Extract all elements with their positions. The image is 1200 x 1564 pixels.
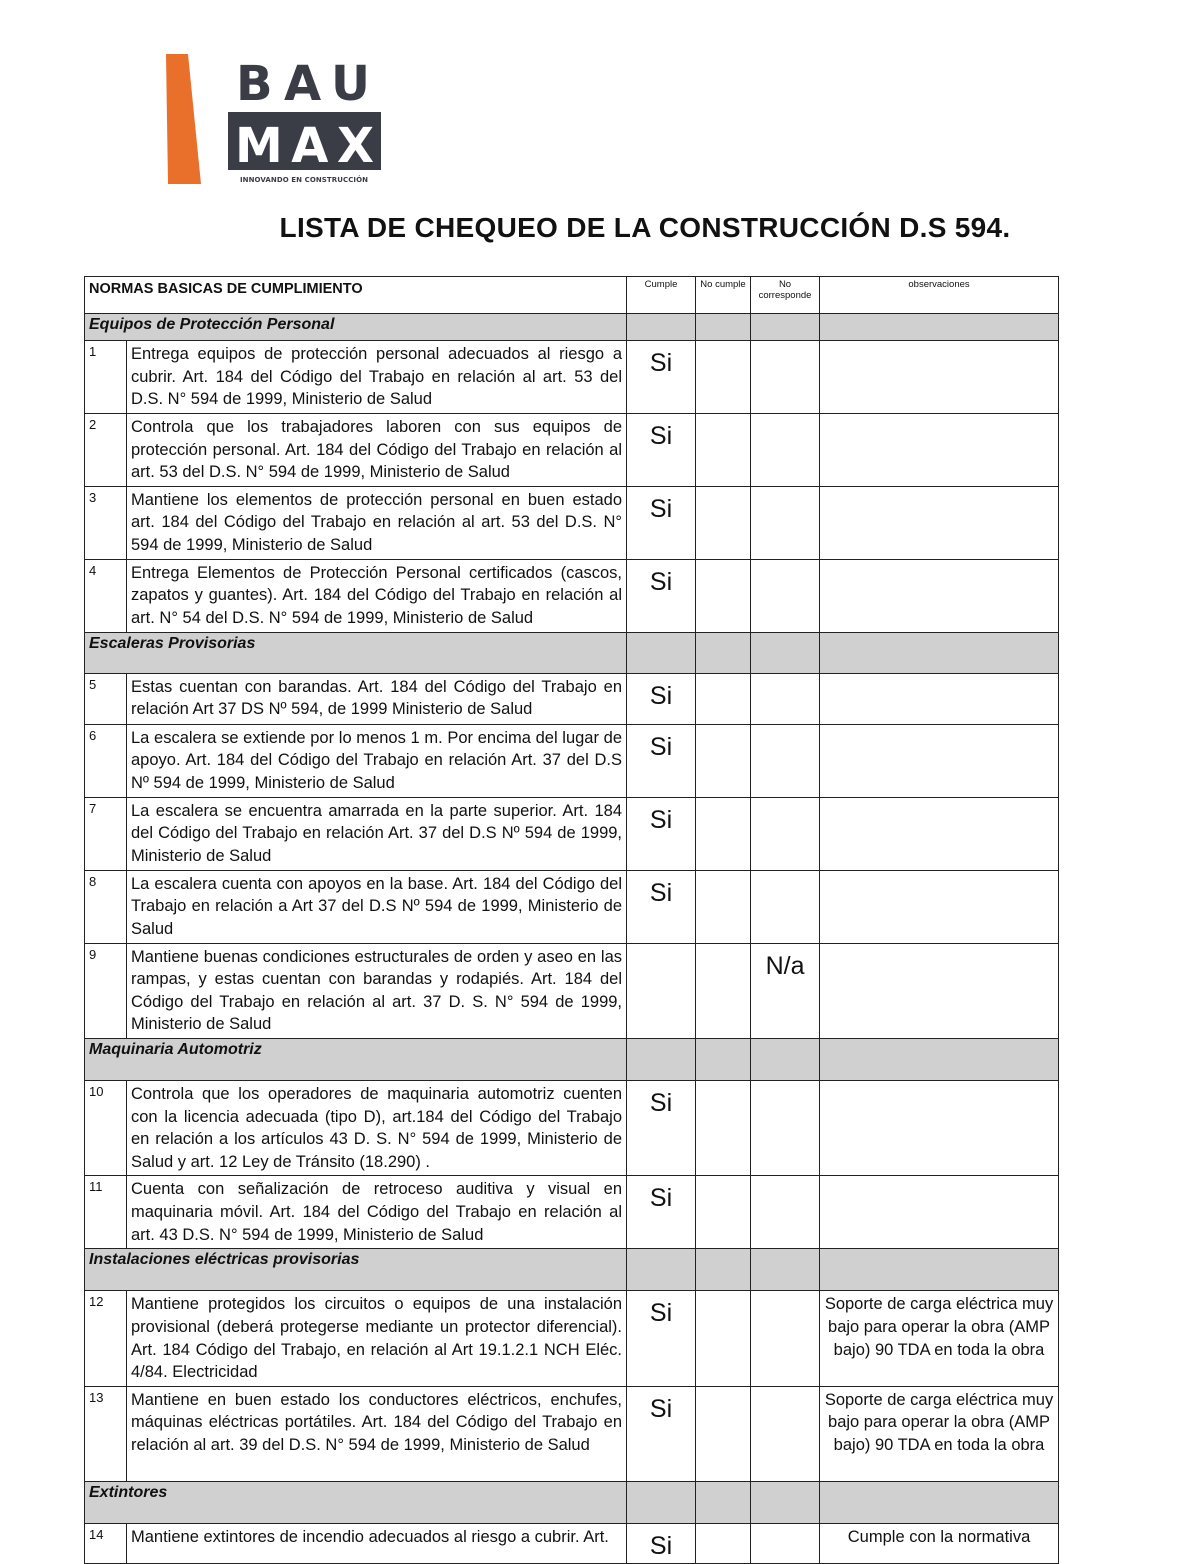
header-observaciones: observaciones (820, 277, 1059, 314)
no-corresponde-mark (751, 1291, 820, 1386)
no-corresponde-mark (751, 1080, 820, 1175)
item-description: Entrega equipos de protección personal adecuados al riesgo a cubrir. Art. 184 del Código del Trabajo en relación al art. 53 del D.S. N° 594 de 1999, Ministerio de Salud (127, 341, 627, 414)
item-number: 7 (85, 797, 127, 870)
section-title: Instalaciones eléctricas provisorias (85, 1249, 627, 1291)
observation (820, 1080, 1059, 1175)
no-cumple-mark (696, 1080, 751, 1175)
cumple-mark: Si (627, 559, 696, 632)
item-number: 10 (85, 1080, 127, 1175)
checklist-row (85, 1176, 1059, 1249)
observation (820, 870, 1059, 943)
cumple-mark: Si (627, 1291, 696, 1386)
section-empty-cell (627, 1481, 696, 1523)
item-number: 12 (85, 1291, 127, 1386)
cumple-mark: Si (627, 1523, 696, 1563)
no-corresponde-mark (751, 673, 820, 724)
item-description: Mantiene en buen estado los conductores eléctricos, enchufes, máquinas eléctricas portátiles. Art. 184 del Código del Trabajo en relación al art. 39 del D.S. N° 594 de 1999, Ministerio de Salud (127, 1386, 627, 1481)
observation (820, 943, 1059, 1038)
section-title: Maquinaria Automotriz (85, 1038, 627, 1080)
section-row (85, 1481, 1059, 1523)
item-description: Entrega Elementos de Protección Personal certificados (cascos, zapatos y guantes). Art. 184 del Código del Trabajo en relación al art. N° 54 del D.S. N° 594 de 1999, Ministerio de Salud (127, 559, 627, 632)
item-number: 5 (85, 673, 127, 724)
header-cumple: Cumple (627, 277, 696, 314)
checklist-row (85, 1523, 1059, 1563)
no-corresponde-mark (751, 1523, 820, 1563)
cumple-mark: Si (627, 486, 696, 559)
item-description: La escalera se extiende por lo menos 1 m. Por encima del lugar de apoyo. Art. 184 del Código del Trabajo en relación Art. 37 del D.S Nº 594 de 1999, Ministerio de Salud (127, 724, 627, 797)
section-empty-cell (627, 314, 696, 341)
no-corresponde-mark: N/a (751, 943, 820, 1038)
observation (820, 1176, 1059, 1249)
cumple-mark: Si (627, 870, 696, 943)
section-row (85, 632, 1059, 673)
section-empty-cell (696, 1481, 751, 1523)
section-empty-cell (627, 632, 696, 673)
item-number: 3 (85, 486, 127, 559)
no-cumple-mark (696, 724, 751, 797)
section-empty-cell (820, 632, 1059, 673)
no-cumple-mark (696, 486, 751, 559)
no-cumple-mark (696, 414, 751, 487)
cumple-mark: Si (627, 1386, 696, 1481)
section-empty-cell (696, 632, 751, 673)
item-number: 14 (85, 1523, 127, 1563)
item-number: 11 (85, 1176, 127, 1249)
section-title: Equipos de Protección Personal (85, 314, 627, 341)
item-number: 13 (85, 1386, 127, 1481)
no-corresponde-mark (751, 797, 820, 870)
observation (820, 414, 1059, 487)
table-header-row (85, 277, 1059, 314)
no-cumple-mark (696, 1176, 751, 1249)
section-title: Extintores (85, 1481, 627, 1523)
item-number: 2 (85, 414, 127, 487)
section-empty-cell (751, 632, 820, 673)
no-corresponde-mark (751, 1176, 820, 1249)
item-number: 4 (85, 559, 127, 632)
section-empty-cell (751, 314, 820, 341)
item-description: Cuenta con señalización de retroceso auditiva y visual en maquinaria móvil. Art. 184 del Código del Trabajo en relación al art. 43 D.S. N° 594 de 1999, Ministerio de Salud (127, 1176, 627, 1249)
header-norms: NORMAS BASICAS DE CUMPLIMIENTO (85, 277, 627, 314)
checklist-row (85, 724, 1059, 797)
no-cumple-mark (696, 1291, 751, 1386)
cumple-mark: Si (627, 414, 696, 487)
section-empty-cell (751, 1038, 820, 1080)
no-corresponde-mark (751, 559, 820, 632)
section-empty-cell (820, 1249, 1059, 1291)
section-empty-cell (820, 1481, 1059, 1523)
section-empty-cell (627, 1249, 696, 1291)
section-empty-cell (751, 1481, 820, 1523)
section-empty-cell (696, 314, 751, 341)
item-description: Controla que los operadores de maquinaria automotriz cuenten con la licencia adecuada (tipo D), art.184 del Código del Trabajo en relación a los artículos 43 D. S. N° 594 de 1999, Ministerio de Salud y art. 12 Ley de Tránsito (18.290) . (127, 1080, 627, 1175)
checklist-row (85, 341, 1059, 414)
item-description: Estas cuentan con barandas. Art. 184 del Código del Trabajo en relación Art 37 DS Nº 594, de 1999 Ministerio de Salud (127, 673, 627, 724)
logo-line1: BAU (236, 56, 370, 112)
no-cumple-mark (696, 870, 751, 943)
observation: Cumple con la normativa (820, 1523, 1059, 1563)
checklist-row (85, 1080, 1059, 1175)
observation (820, 724, 1059, 797)
section-empty-cell (696, 1249, 751, 1291)
no-cumple-mark (696, 1523, 751, 1563)
item-description: Mantiene buenas condiciones estructurales de orden y aseo en las rampas, y estas cuentan con barandas y rodapiés. Art. 184 del Código del Trabajo en relación al art. 37 D. S. N° 594 de 1999, Ministerio de Salud (127, 943, 627, 1038)
no-cumple-mark (696, 559, 751, 632)
checklist-row (85, 673, 1059, 724)
observation (820, 797, 1059, 870)
item-description: Mantiene protegidos los circuitos o equipos de una instalación provisional (deberá protegerse mediante un protector diferencial). Art. 184 Código del Trabajo, en relación al Art 19.1.2.1 NCH Eléc. 4/84. Electricidad (127, 1291, 627, 1386)
item-number: 8 (85, 870, 127, 943)
cumple-mark: Si (627, 1176, 696, 1249)
cumple-mark (627, 943, 696, 1038)
section-empty-cell (751, 1249, 820, 1291)
checklist-row (85, 797, 1059, 870)
checklist-row (85, 943, 1059, 1038)
item-number: 9 (85, 943, 127, 1038)
item-number: 1 (85, 341, 127, 414)
observation (820, 559, 1059, 632)
item-description: Mantiene extintores de incendio adecuados al riesgo a cubrir. Art. (127, 1523, 627, 1563)
checklist-table (84, 276, 1059, 1564)
no-corresponde-mark (751, 341, 820, 414)
item-description: Controla que los trabajadores laboren con sus equipos de protección personal. Art. 184 del Código del Trabajo en relación al art. 53 del D.S. N° 594 de 1999, Ministerio de Salud (127, 414, 627, 487)
section-empty-cell (696, 1038, 751, 1080)
baumax-logo (160, 50, 390, 190)
no-corresponde-mark (751, 870, 820, 943)
no-corresponde-mark (751, 414, 820, 487)
no-corresponde-mark (751, 1386, 820, 1481)
cumple-mark: Si (627, 797, 696, 870)
section-row (85, 1038, 1059, 1080)
item-description: Mantiene los elementos de protección personal en buen estado art. 184 del Código del Trabajo en relación al art. 53 del D.S. N° 594 de 1999, Ministerio de Salud (127, 486, 627, 559)
no-corresponde-mark (751, 486, 820, 559)
item-number: 6 (85, 724, 127, 797)
section-row (85, 1249, 1059, 1291)
item-description: La escalera se encuentra amarrada en la parte superior. Art. 184 del Código del Trabajo en relación Art. 37 del D.S Nº 594 de 1999, Ministerio de Salud (127, 797, 627, 870)
logo-orange-bar (166, 54, 201, 184)
header-no-corresponde: No corresponde (751, 277, 820, 314)
document-title: LISTA DE CHEQUEO DE LA CONSTRUCCIÓN D.S 594. (279, 212, 1011, 243)
no-cumple-mark (696, 943, 751, 1038)
no-corresponde-mark (751, 724, 820, 797)
no-cumple-mark (696, 341, 751, 414)
no-cumple-mark (696, 797, 751, 870)
checklist-row (85, 486, 1059, 559)
cumple-mark: Si (627, 724, 696, 797)
checklist-row (85, 1291, 1059, 1386)
item-description: La escalera cuenta con apoyos en la base. Art. 184 del Código del Trabajo en relación a Art 37 del D.S Nº 594 de 1999, Ministerio de Salud (127, 870, 627, 943)
checklist-row (85, 870, 1059, 943)
header-no-cumple: No cumple (696, 277, 751, 314)
cumple-mark: Si (627, 341, 696, 414)
logo-tagline: INNOVANDO EN CONSTRUCCIÓN (240, 176, 368, 184)
observation: Soporte de carga eléctrica muy bajo para operar la obra (AMP bajo) 90 TDA en toda la obra (820, 1291, 1059, 1386)
section-empty-cell (820, 314, 1059, 341)
observation: Soporte de carga eléctrica muy bajo para operar la obra (AMP bajo) 90 TDA en toda la obra (820, 1386, 1059, 1481)
observation (820, 673, 1059, 724)
section-row (85, 314, 1059, 341)
observation (820, 486, 1059, 559)
checklist-row (85, 414, 1059, 487)
cumple-mark: Si (627, 1080, 696, 1175)
section-title: Escaleras Provisorias (85, 632, 627, 673)
cumple-mark: Si (627, 673, 696, 724)
no-cumple-mark (696, 673, 751, 724)
section-empty-cell (820, 1038, 1059, 1080)
observation (820, 341, 1059, 414)
section-empty-cell (627, 1038, 696, 1080)
checklist-row (85, 559, 1059, 632)
checklist-row (85, 1386, 1059, 1481)
logo-line2: MAX (235, 118, 374, 174)
no-cumple-mark (696, 1386, 751, 1481)
